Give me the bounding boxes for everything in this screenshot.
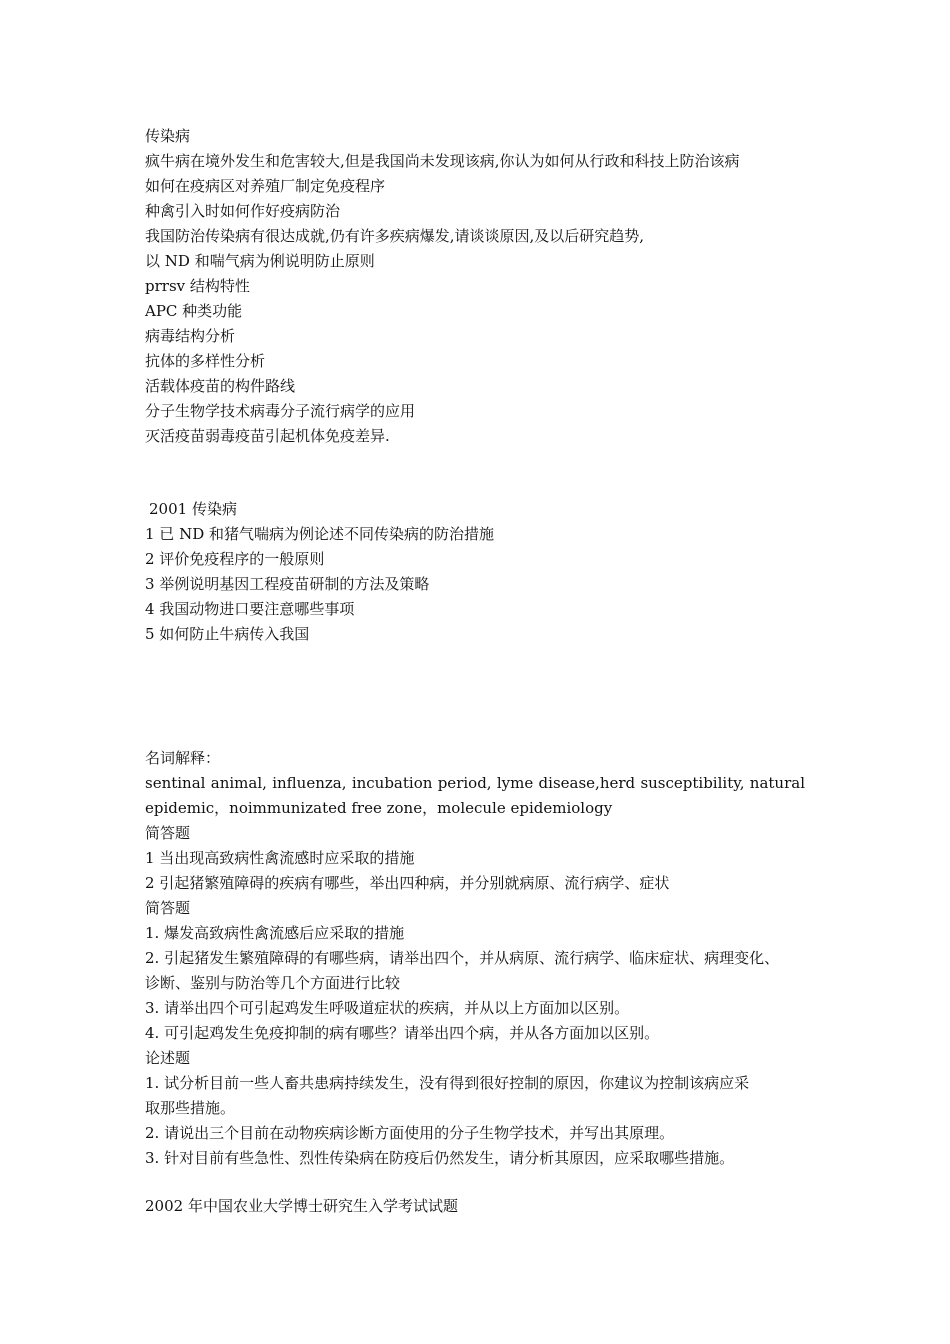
question-item: 4 我国动物进口要注意哪些事项 xyxy=(145,600,355,618)
question-item: 1 当出现高致病性禽流感时应采取的措施 xyxy=(145,849,415,867)
question-line: 如何在疫病区对养殖厂制定免疫程序 xyxy=(145,177,386,195)
question-line: 以 ND 和喘气病为俐说明防止原则 xyxy=(145,252,375,270)
terms-heading: 名词解释： xyxy=(145,749,221,767)
question-item-continued: 诊断、鉴别与防治等几个方面进行比较 xyxy=(145,974,401,992)
question-line: prrsv 结构特性 xyxy=(145,277,250,295)
section-heading: 传染病 xyxy=(145,127,191,145)
question-line: 病毒结构分析 xyxy=(145,327,236,345)
terms-line: epidemic，noimmunizated free zone，molecule epidemiology xyxy=(145,799,613,817)
question-line: 抗体的多样性分析 xyxy=(145,352,266,370)
exam-title: 2002 年中国农业大学博士研究生入学考试试题 xyxy=(145,1197,458,1215)
question-item: 1. 试分析目前一些人畜共患病持续发生，没有得到很好控制的原因，你建议为控制该病应采 xyxy=(145,1074,750,1092)
question-line: 疯牛病在境外发生和危害较大,但是我国尚未发现该病,你认为如何从行政和科技上防治该病 xyxy=(145,152,740,170)
short-answer-heading: 简答题 xyxy=(145,824,191,842)
question-item: 3. 请举出四个可引起鸡发生呼吸道症状的疾病，并从以上方面加以区别。 xyxy=(145,999,630,1017)
question-item-continued: 取那些措施。 xyxy=(145,1099,236,1117)
question-line: 活载体疫苗的构件路线 xyxy=(145,377,296,395)
short-answer-heading: 简答题 xyxy=(145,899,191,917)
question-line: APC 种类功能 xyxy=(145,302,243,320)
question-item: 5 如何防止牛病传入我国 xyxy=(145,625,310,643)
question-item: 1. 爆发高致病性禽流感后应采取的措施 xyxy=(145,924,405,942)
question-line: 分子生物学技术病毒分子流行病学的应用 xyxy=(145,402,416,420)
question-item: 1 已 ND 和猪气喘病为例论述不同传染病的防治措施 xyxy=(145,525,495,543)
section-2001-exam xyxy=(145,497,805,647)
section-infectious-disease-questions xyxy=(145,124,805,449)
question-item: 2 引起猪繁殖障碍的疾病有哪些，举出四种病，并分别就病原、流行病学、症状 xyxy=(145,874,670,892)
question-item: 2. 请说出三个目前在动物疾病诊断方面使用的分子生物学技术，并写出其原理。 xyxy=(145,1124,675,1142)
question-item: 3. 针对目前有些急性、烈性传染病在防疫后仍然发生，请分析其原因，应采取哪些措施。 xyxy=(145,1149,735,1167)
terms-line: sentinal animal, influenza, incubation period, lyme disease,herd susceptibility, natural xyxy=(145,774,805,792)
question-item: 4. 可引起鸡发生免疫抑制的病有哪些？请举出四个病，并从各方面加以区别。 xyxy=(145,1024,660,1042)
question-line: 我国防治传染病有很达成就,仍有许多疾病爆发,请谈谈原因,及以后研究趋势, xyxy=(145,227,645,245)
question-line: 种禽引入时如何作好疫病防治 xyxy=(145,202,341,220)
question-item: 2 评价免疫程序的一般原则 xyxy=(145,550,325,568)
question-item: 2. 引起猪发生繁殖障碍的有哪些病，请举出四个，并从病原、流行病学、临床症状、病理变化、 xyxy=(145,949,780,967)
question-item: 3 举例说明基因工程疫苗研制的方法及策略 xyxy=(145,575,430,593)
question-line: 灭活疫苗弱毒疫苗引起机体免疫差异. xyxy=(145,427,390,445)
section-heading: 2001 传染病 xyxy=(149,500,237,518)
section-2002-exam-title xyxy=(145,1194,805,1219)
essay-heading: 论述题 xyxy=(145,1049,191,1067)
section-exam-questions xyxy=(145,746,805,1171)
